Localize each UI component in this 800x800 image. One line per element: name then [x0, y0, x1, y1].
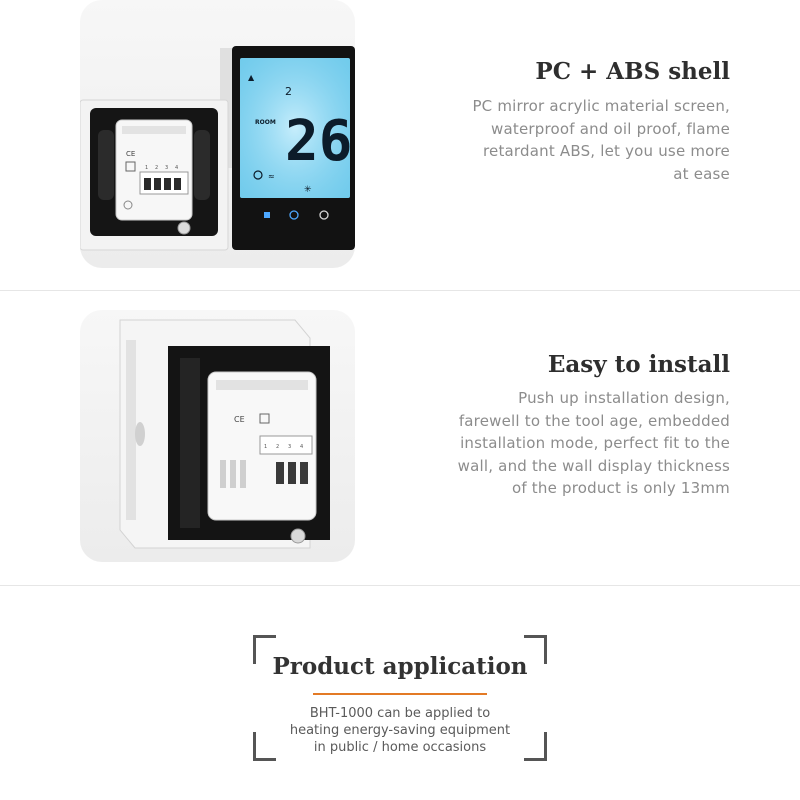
terminal-number: 2	[155, 165, 159, 171]
ce-mark-label: CE	[234, 415, 245, 424]
thermostat-illustration	[80, 0, 355, 268]
desc-line: installation mode, perfect fit to the	[460, 434, 730, 452]
application-title: Product application	[272, 653, 528, 680]
terminal-number: 1	[145, 165, 149, 171]
product-photo-front-back	[80, 0, 355, 268]
desc-line: at ease	[673, 164, 730, 183]
desc-line: BHT-1000 can be applied to	[309, 706, 491, 721]
application-desc	[253, 705, 547, 756]
ce-mark-label: CE	[126, 150, 136, 158]
temperature-readout: 26	[285, 109, 353, 174]
feature-section-shell	[0, 0, 800, 290]
terminal-number: 4	[175, 165, 179, 171]
desc-line: heating energy-saving equipment	[289, 723, 511, 738]
desc-line: wall, and the wall display thickness	[457, 456, 730, 475]
accent-rule	[313, 693, 487, 695]
application-section	[0, 585, 800, 800]
product-photo-side	[80, 310, 355, 562]
terminal-number: 3	[288, 444, 292, 450]
application-frame	[253, 635, 547, 761]
install-illustration	[80, 310, 355, 562]
desc-line: of the product is only 13mm	[511, 479, 730, 497]
room-label: ROOM	[255, 119, 276, 126]
sun-icon: ✳	[304, 185, 312, 195]
desc-line: Push up installation design,	[518, 389, 730, 407]
terminal-number: 2	[276, 444, 280, 450]
feature-section-install	[0, 290, 800, 585]
menu-key-icon	[264, 212, 270, 218]
feature-desc-install	[400, 387, 730, 500]
desc-line: waterproof and oil proof, flame	[491, 119, 730, 138]
desc-line: retardant ABS, let you use more	[482, 142, 730, 160]
feature-title-install: Easy to install	[547, 351, 730, 378]
terminal-number: 3	[165, 165, 169, 171]
svg-text:▲: ▲	[248, 73, 255, 82]
feature-title-shell: PC + ABS shell	[535, 58, 730, 85]
mode-number: 2	[285, 85, 292, 98]
terminal-number: 4	[300, 444, 304, 450]
desc-line: PC mirror acrylic material screen,	[472, 97, 730, 115]
terminal-number: 1	[264, 444, 268, 450]
desc-line: farewell to the tool age, embedded	[458, 411, 730, 430]
feature-desc-shell	[400, 95, 730, 185]
desc-line: in public / home occasions	[313, 740, 487, 755]
heat-wave-icon: ≈	[268, 172, 275, 181]
